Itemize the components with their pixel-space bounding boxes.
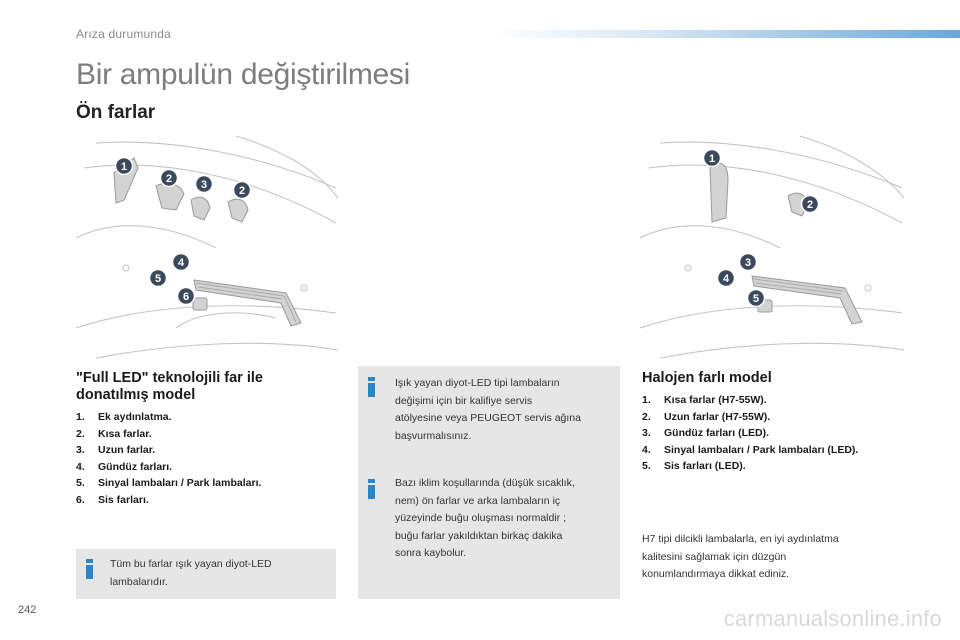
- note-line: nem) ön farlar ve arka lambaların iç: [395, 494, 561, 507]
- led-service-note: [358, 366, 620, 466]
- svg-text:3: 3: [200, 179, 208, 191]
- led-headlight-illustration: [76, 128, 338, 363]
- svg-text:2: 2: [238, 185, 246, 197]
- note-line: konumlandırmaya dikkat ediniz.: [642, 568, 790, 580]
- svg-text:1: 1: [120, 161, 128, 173]
- note-line: değişimi için bir kalifiye servis: [395, 394, 533, 407]
- halogen-positioning-note: [642, 531, 932, 584]
- list-item: 4. Sinyal lambaları / Park lambaları (LED).: [642, 443, 859, 456]
- list-item: 2. Uzun farlar (H7-55W).: [642, 410, 771, 423]
- note-line: atölyesine veya PEUGEOT servis ağına: [395, 412, 581, 424]
- note-line: buğu farlar yakıldıktan birkaç dakika: [395, 529, 563, 542]
- led-badge-3: [196, 176, 213, 193]
- list-item: 2. Kısa farlar.: [76, 427, 152, 440]
- svg-text:4: 4: [722, 273, 730, 285]
- svg-text:5: 5: [752, 293, 760, 305]
- info-icon: [86, 559, 93, 579]
- note-line: lambalarıdır.: [110, 575, 168, 588]
- note-line: Bazı iklim koşullarında (düşük sıcaklık,: [395, 477, 575, 489]
- info-icon: [368, 377, 375, 397]
- led-model-heading-line2: donatılmış model: [76, 387, 196, 403]
- note-line: başvurmalısınız.: [395, 429, 472, 442]
- note-line: yüzeyinde buğu oluşması normaldir ;: [395, 512, 567, 524]
- led-badge-1: [116, 158, 133, 175]
- list-item: 4. Gündüz farları.: [76, 460, 173, 473]
- list-item: 5. Sinyal lambaları / Park lambaları.: [76, 477, 262, 489]
- led-model-list: [76, 409, 261, 508]
- led-badge-5: [150, 270, 167, 287]
- halogen-badge-3: [740, 254, 757, 271]
- page-number: 242: [18, 604, 37, 616]
- list-item: 6. Sis farları.: [76, 493, 149, 506]
- note-line: kalitesini sağlamak için düzgün: [642, 550, 787, 563]
- list-item: 1. Kısa farlar (H7-55W).: [642, 394, 767, 406]
- list-item: 3. Gündüz farları (LED).: [642, 427, 769, 439]
- note-line: Tüm bu farlar ışık yayan diyot-LED: [110, 558, 272, 570]
- svg-text:4: 4: [177, 257, 185, 269]
- list-item: 3. Uzun farlar.: [76, 444, 156, 456]
- info-icon: [368, 479, 375, 499]
- led-badge-2b: [234, 182, 251, 199]
- svg-text:2: 2: [165, 173, 173, 185]
- svg-text:6: 6: [182, 291, 190, 303]
- svg-text:5: 5: [154, 273, 162, 285]
- halogen-badge-4: [718, 270, 735, 287]
- section-subtitle: Ön farlar: [76, 102, 156, 123]
- halogen-badge-5: [748, 290, 765, 307]
- svg-text:2: 2: [806, 199, 814, 211]
- led-badge-4: [173, 254, 190, 271]
- halogen-badge-1: [704, 150, 721, 167]
- condensation-note: [358, 466, 620, 599]
- svg-text:3: 3: [744, 257, 752, 269]
- halogen-model-list: [642, 392, 858, 475]
- led-model-heading-line1: "Full LED" teknolojili far ile: [76, 370, 263, 386]
- halogen-badge-2: [802, 196, 819, 213]
- list-item: 5. Sis farları (LED).: [642, 460, 746, 472]
- list-item: 1. Ek aydınlatma.: [76, 411, 172, 423]
- note-line: sonra kaybolur.: [395, 547, 467, 559]
- svg-text:1: 1: [708, 153, 716, 165]
- header-accent-bar: [490, 30, 960, 38]
- led-info-note: [76, 549, 336, 599]
- section-label: Arıza durumunda: [76, 27, 172, 41]
- led-badge-2: [161, 170, 178, 187]
- led-model-heading: [76, 370, 346, 404]
- watermark: carmanualsonline.info: [723, 606, 942, 631]
- page-title: Bir ampulün değiştirilmesi: [76, 58, 410, 91]
- note-line: H7 tipi dilcikli lambalarla, en iyi aydınlatma: [642, 533, 839, 545]
- led-badge-6: [178, 288, 195, 305]
- note-line: Işık yayan diyot-LED tipi lambaların: [395, 377, 560, 389]
- halogen-headlight-illustration: [640, 128, 904, 363]
- halogen-model-heading: Halojen farlı model: [642, 370, 772, 386]
